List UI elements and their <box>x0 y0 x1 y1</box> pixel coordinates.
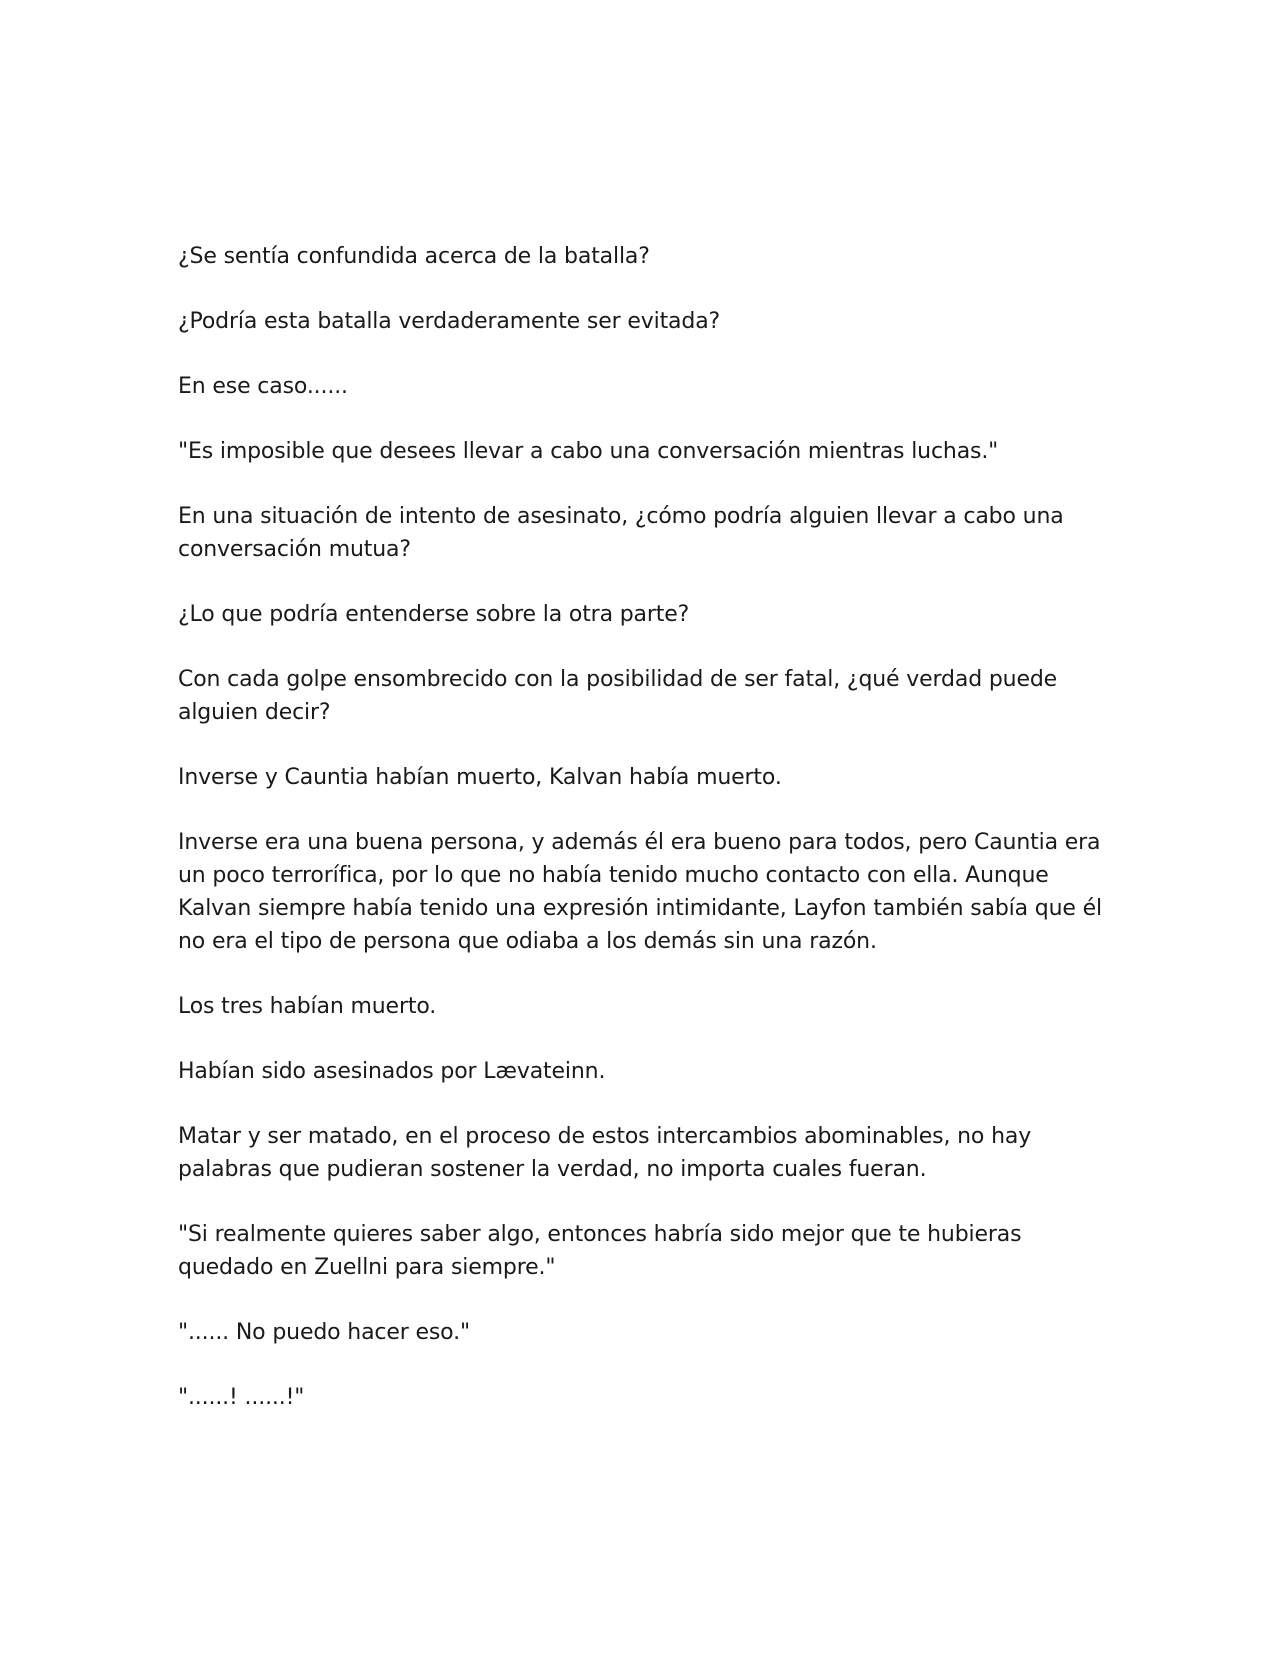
paragraph: ¿Lo que podría entenderse sobre la otra parte? <box>178 602 690 627</box>
paragraph: "Si realmente quieres saber algo, entonces habría sido mejor que te hubieras quedado en Zuellni para siempre." <box>178 1222 1022 1280</box>
paragraph: Los tres habían muerto. <box>178 994 437 1019</box>
document-body <box>178 240 1108 1446</box>
paragraph: "Es imposible que desees llevar a cabo una conversación mientras luchas." <box>178 439 999 464</box>
paragraph: "......! ......!" <box>178 1385 305 1410</box>
paragraph: Matar y ser matado, en el proceso de estos intercambios abominables, no hay palabras que pudieran sostener la verdad, no importa cuales fueran. <box>178 1124 1032 1182</box>
paragraph: En una situación de intento de asesinato, ¿cómo podría alguien llevar a cabo una conversación mutua? <box>178 504 1064 562</box>
paragraph: En ese caso...... <box>178 374 348 399</box>
paragraph: ¿Se sentía confundida acerca de la batalla? <box>178 244 650 269</box>
paragraph: ¿Podría esta batalla verdaderamente ser evitada? <box>178 309 721 334</box>
paragraph: "...... No puedo hacer eso." <box>178 1320 470 1345</box>
paragraph: Con cada golpe ensombrecido con la posibilidad de ser fatal, ¿qué verdad puede alguien decir? <box>178 667 1058 725</box>
paragraph: Inverse era una buena persona, y además él era bueno para todos, pero Cauntia era un poco terrorífica, por lo que no había tenido mucho contacto con ella. Aunque Kalvan siempre había tenido una expresión intimidante, Layfon también sabía que él no era el tipo de persona que odiaba a los demás sin una razón. <box>178 830 1102 954</box>
paragraph: Habían sido asesinados por Lævateinn. <box>178 1059 606 1084</box>
paragraph: Inverse y Cauntia habían muerto, Kalvan había muerto. <box>178 765 782 790</box>
